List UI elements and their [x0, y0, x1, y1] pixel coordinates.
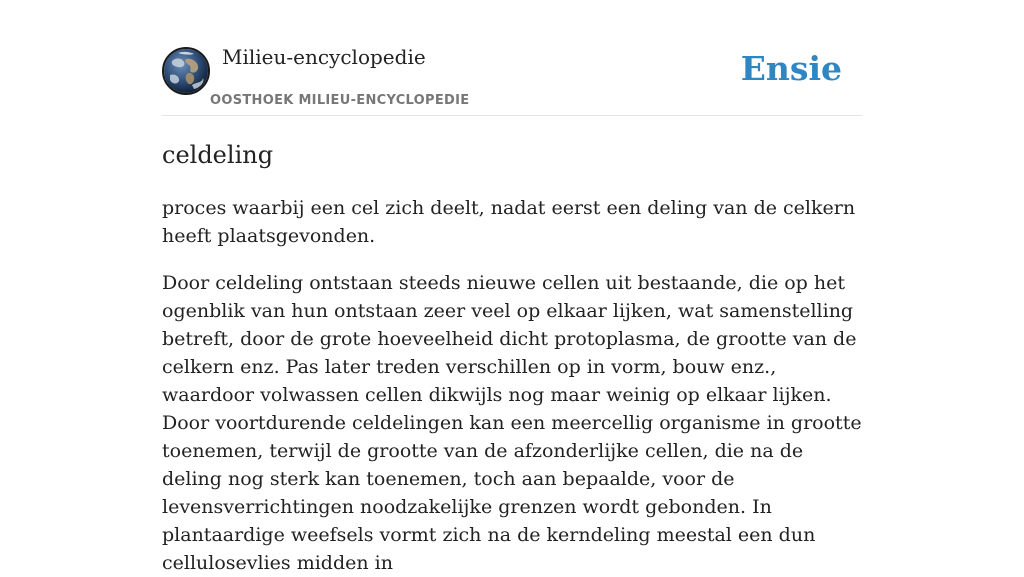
site-subtitle[interactable]: OOSTHOEK MILIEU-ENCYCLOPEDIE	[210, 93, 470, 108]
article-body: Door celdeling ontstaan steeds nieuwe cellen uit bestaande, die op het ogenblik van hun ontstaan zeer veel op elkaar lijken, wat samenstelling betreft, door de grote hoeveelheid dicht protoplasma, de grootte van de celkern enz. Pas later treden verschillen op in vorm, bouw enz., waardoor volwassen cellen dikwijls nog maar weinig op elkaar lijken. Door voortdurende celdelingen kan een meercellig organisme in grootte toenemen, terwijl de grootte van de afzonderlijke cellen, die na de deling nog sterk kan toenemen, toch aan bepaalde, voor de levensverrichtingen noodzakelijke grenzen wordt gebonden. In plantaardige weefsels vormt zich na de kerndeling meestal een dun cellulosevlies midden in	[162, 272, 862, 574]
content-column	[162, 0, 862, 577]
earth-globe-icon[interactable]	[162, 47, 210, 95]
article-term-heading: celdeling	[162, 141, 274, 169]
ensie-brand-link[interactable]: Ensie	[740, 49, 842, 88]
article-definition: proces waarbij een cel zich deelt, nadat eerst een deling van de celkern heeft plaatsgevonden.	[162, 197, 856, 247]
site-header	[162, 0, 862, 116]
site-title[interactable]: Milieu-encyclopedie	[222, 45, 426, 69]
